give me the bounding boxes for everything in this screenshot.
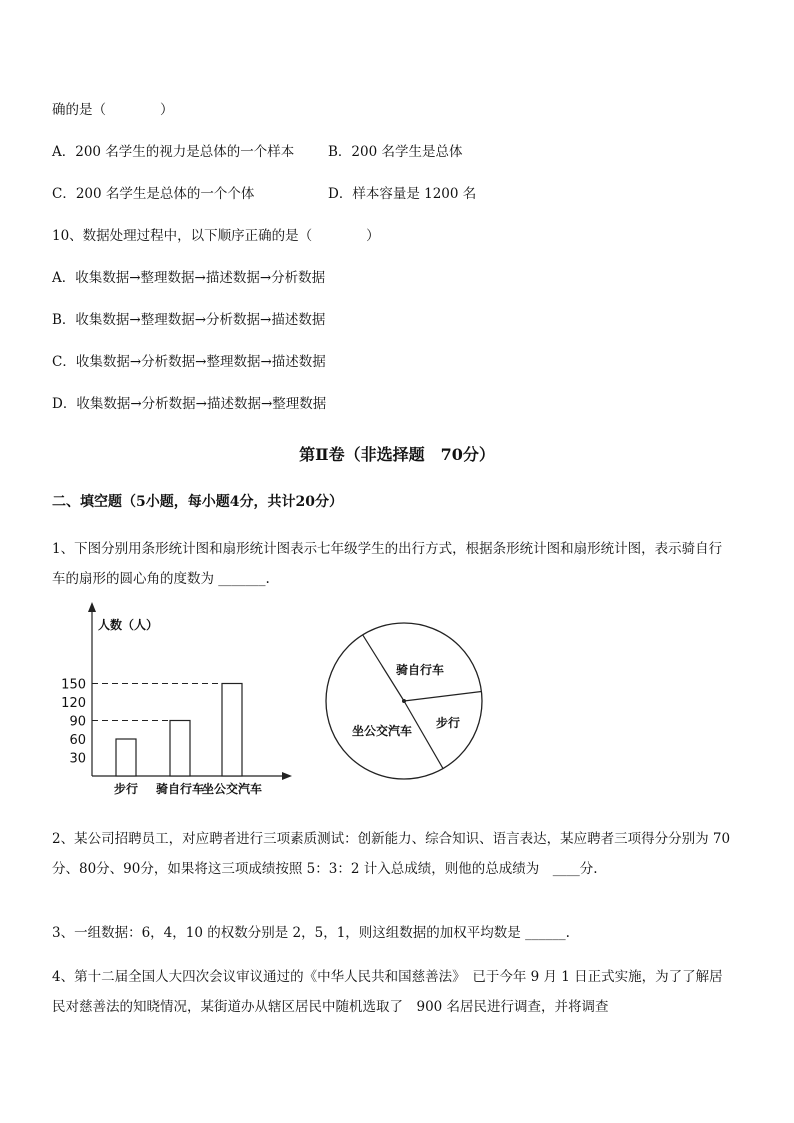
pie-chart bbox=[322, 618, 488, 784]
section2-heading: 二、填空题（5小题，每小题4分，共计20分） bbox=[52, 494, 343, 510]
fill4-text: 4、第十二届全国人大四次会议审议通过的《中华人民共和国慈善法》 已于今年 9 月 1 日正式实施，为了了解居民对慈善法的知晓情况，某街道办从辖区居民中随机选取了 900 名居民进行调查，并将调查 bbox=[52, 969, 723, 1015]
q9-option-c: C．200 名学生是总体的一个个体 bbox=[52, 186, 255, 202]
y-tick-label: 150 bbox=[61, 677, 86, 693]
fill2-text: 2、某公司招聘员工，对应聘者进行三项素质测试：创新能力、综合知识、语言表达，某应聘者三项得分分别为 70分、80分、90分，如果将这三项成绩按照 5：3：2 计入总成绩，则他的总成绩为 ____分. bbox=[52, 831, 731, 877]
y-tick-label: 30 bbox=[69, 751, 86, 767]
x-category-label: 骑自行车 bbox=[155, 782, 205, 796]
bar-0 bbox=[116, 739, 136, 776]
bar-chart bbox=[60, 598, 300, 808]
y-tick-label: 60 bbox=[69, 732, 86, 748]
pie-label: 坐公交汽车 bbox=[351, 724, 413, 738]
y-tick-label: 120 bbox=[61, 695, 86, 711]
q10-option-d: D．收集数据→分析数据→描述数据→整理数据 bbox=[52, 396, 327, 412]
q9-option-a: A．200 名学生的视力是总体的一个样本 bbox=[52, 144, 295, 160]
bar-1 bbox=[170, 720, 190, 776]
y-axis-arrow bbox=[88, 602, 96, 612]
q10-stem: 10、数据处理过程中，以下顺序正确的是（ ） bbox=[52, 228, 380, 244]
q10-option-a: A．收集数据→整理数据→描述数据→分析数据 bbox=[52, 270, 326, 286]
pie-label: 骑自行车 bbox=[395, 663, 445, 677]
x-category-label: 坐公交汽车 bbox=[201, 782, 263, 796]
x-axis-arrow bbox=[282, 772, 292, 780]
part2-title: 第Ⅱ卷（非选择题 70分） bbox=[299, 445, 495, 464]
pie-center bbox=[402, 699, 406, 703]
y-axis-label: 人数（人） bbox=[98, 618, 159, 632]
q9-option-b: B．200 名学生是总体 bbox=[328, 144, 463, 160]
fill3-text: 3、一组数据：6，4，10 的权数分别是 2，5，1，则这组数据的加权平均数是 ______. bbox=[52, 925, 570, 941]
x-category-label: 步行 bbox=[113, 782, 139, 796]
bar-2 bbox=[222, 683, 242, 776]
q10-option-c: C．收集数据→分析数据→整理数据→描述数据 bbox=[52, 354, 326, 370]
y-tick-label: 90 bbox=[69, 714, 86, 730]
fill1-text: 1、下图分别用条形统计图和扇形统计图表示七年级学生的出行方式，根据条形统计图和扇形统计图，表示骑自行车的扇形的圆心角的度数为 _______. bbox=[52, 541, 723, 587]
q9-option-d: D．样本容量是 1200 名 bbox=[328, 186, 477, 202]
q9-stem-tail: 确的是（ ） bbox=[52, 102, 174, 118]
q10-option-b: B．收集数据→整理数据→分析数据→描述数据 bbox=[52, 312, 326, 328]
pie-label: 步行 bbox=[435, 716, 461, 730]
